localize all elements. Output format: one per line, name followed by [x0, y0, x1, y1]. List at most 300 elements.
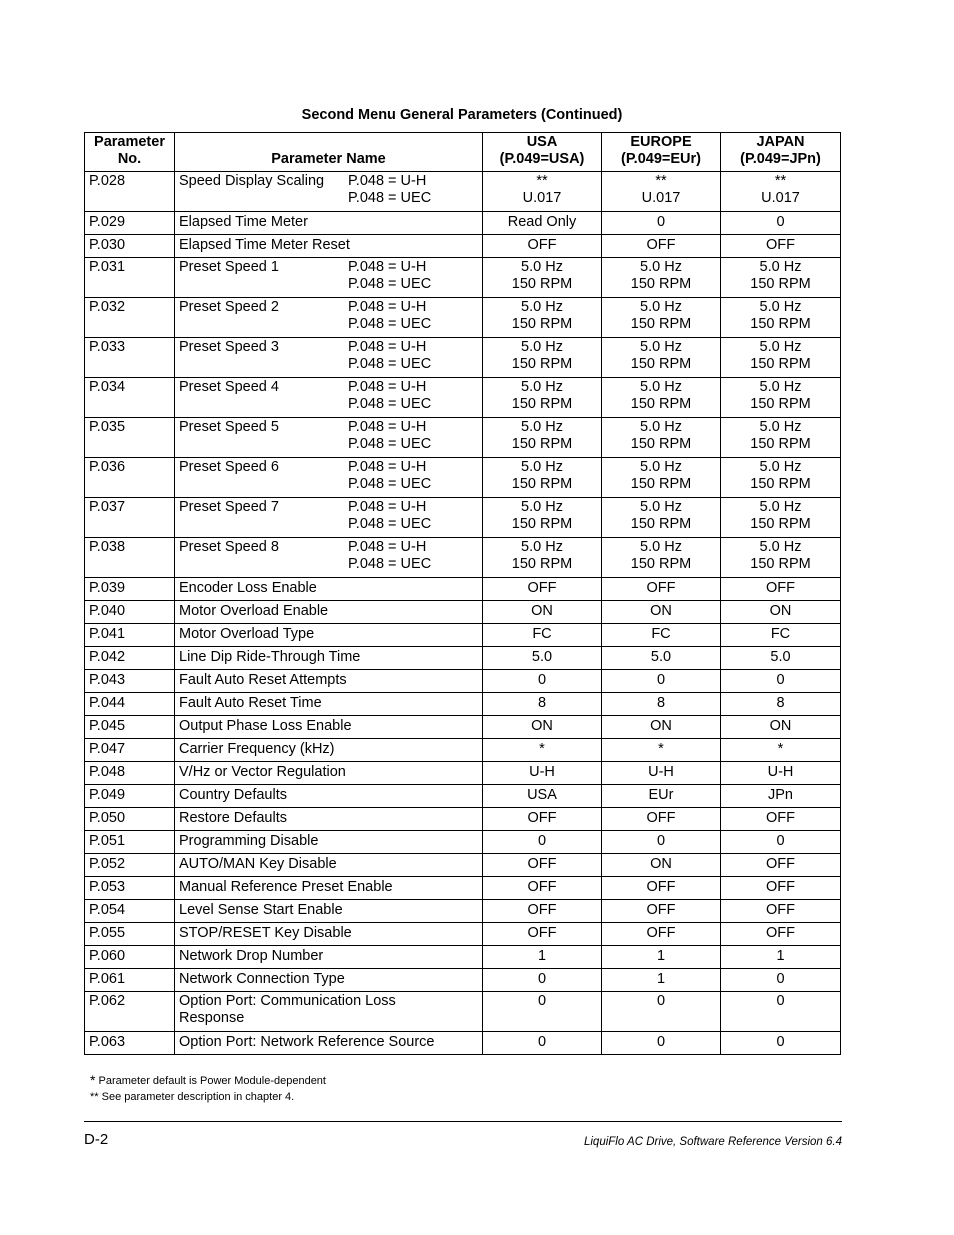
param-number: P.048: [85, 762, 175, 785]
value-japan-line: 0: [776, 214, 785, 230]
value-japan-line: 1: [776, 948, 785, 964]
value-usa: [483, 670, 602, 693]
table-row: [85, 923, 841, 946]
value-usa-line: Read Only: [507, 214, 577, 230]
value-europe: [602, 578, 721, 601]
value-japan: [721, 808, 841, 831]
value-usa-line: 5.0 Hz: [521, 459, 563, 475]
footnote-star-text: Parameter default is Power Module-dependent: [98, 1075, 326, 1087]
value-japan-line: 0: [776, 993, 785, 1009]
page-number: D-2: [84, 1131, 109, 1148]
table-row: [85, 900, 841, 923]
value-usa: [483, 877, 602, 900]
param-name: Country Defaults: [175, 785, 483, 808]
value-japan-line: 5.0 Hz: [759, 419, 802, 435]
table-row: [85, 172, 841, 212]
value-japan: [721, 235, 841, 258]
value-japan-line: U-H: [767, 764, 794, 780]
header-japan-line2: (P.049=JPn): [740, 151, 821, 167]
table-row: [85, 258, 841, 298]
value-europe: [602, 739, 721, 762]
value-europe-line: OFF: [646, 925, 676, 941]
value-usa-line: ON: [531, 718, 553, 734]
table-row: [85, 212, 841, 235]
param-name: Preset Speed 4: [179, 379, 279, 395]
param-number: P.041: [85, 624, 175, 647]
value-japan-line: 5.0 Hz: [759, 299, 802, 315]
value-japan: [721, 670, 841, 693]
param-name-cell: [175, 338, 483, 378]
value-usa-line: 150 RPM: [511, 396, 573, 412]
value-europe-line: 5.0 Hz: [640, 259, 682, 275]
header-usa-line1: USA: [526, 134, 558, 150]
value-japan: [721, 900, 841, 923]
value-usa-line: USA: [527, 787, 557, 803]
header-europe: [602, 133, 721, 172]
value-europe: [602, 212, 721, 235]
value-europe: [602, 716, 721, 739]
value-japan-line: 5.0: [770, 649, 791, 665]
value-europe-line: **: [655, 173, 667, 189]
value-usa-line: 8: [537, 695, 547, 711]
param-name: Elapsed Time Meter: [175, 212, 483, 235]
param-name: Level Sense Start Enable: [175, 900, 483, 923]
param-number: P.047: [85, 739, 175, 762]
value-japan-line: 8: [776, 695, 785, 711]
value-usa-line: 0: [537, 993, 547, 1009]
value-usa-line: OFF: [527, 237, 557, 253]
param-name: Line Dip Ride-Through Time: [175, 647, 483, 670]
value-europe-line: OFF: [646, 237, 676, 253]
value-japan: [721, 762, 841, 785]
value-europe-line: 150 RPM: [630, 276, 692, 292]
value-usa-line: 5.0 Hz: [521, 339, 563, 355]
value-europe-line: 5.0 Hz: [640, 499, 682, 515]
value-europe-line: 150 RPM: [630, 516, 692, 532]
param-number: P.029: [85, 212, 175, 235]
table-row: [85, 624, 841, 647]
value-usa: [483, 624, 602, 647]
header-europe-line1: EUROPE: [630, 134, 692, 150]
value-usa-line: FC: [532, 626, 552, 642]
param-name: Option Port: Network Reference Source: [175, 1032, 483, 1055]
table-row: [85, 693, 841, 716]
value-usa: [483, 298, 602, 338]
value-usa: [483, 762, 602, 785]
param-condition-line: P.048 = U-H: [348, 339, 427, 355]
value-japan-line: 0: [776, 1034, 785, 1050]
value-europe: [602, 378, 721, 418]
value-japan: [721, 969, 841, 992]
param-number: P.053: [85, 877, 175, 900]
value-europe: [602, 900, 721, 923]
value-europe: [602, 458, 721, 498]
value-usa: [483, 900, 602, 923]
header-usa-line2: (P.049=USA): [499, 151, 585, 167]
value-usa: [483, 693, 602, 716]
value-usa-line: **: [536, 173, 548, 189]
param-name-line: Option Port: Communication Loss: [179, 993, 396, 1009]
value-europe-line: U-H: [648, 764, 674, 780]
table-row: [85, 877, 841, 900]
value-usa: [483, 235, 602, 258]
param-number: P.043: [85, 670, 175, 693]
table-row: [85, 785, 841, 808]
value-europe-line: EUr: [648, 787, 674, 803]
param-condition: [348, 339, 478, 373]
value-japan-line: 0: [776, 672, 785, 688]
param-number: P.031: [85, 258, 175, 298]
value-japan-line: OFF: [766, 879, 795, 895]
value-japan-line: 5.0 Hz: [759, 539, 802, 555]
value-usa-line: 0: [537, 971, 547, 987]
value-usa: [483, 739, 602, 762]
param-number: P.062: [85, 992, 175, 1032]
value-usa: [483, 854, 602, 877]
param-name: Elapsed Time Meter Reset: [175, 235, 483, 258]
value-europe: [602, 785, 721, 808]
param-condition: [348, 459, 478, 493]
value-japan-line: 150 RPM: [750, 396, 811, 412]
param-condition-line: P.048 = UEC: [348, 316, 432, 332]
param-name: Preset Speed 8: [179, 539, 279, 555]
value-japan: [721, 578, 841, 601]
value-europe: [602, 808, 721, 831]
value-japan: [721, 172, 841, 212]
value-japan-line: OFF: [766, 580, 795, 596]
value-japan-line: 0: [776, 971, 785, 987]
value-usa-line: 0: [537, 672, 547, 688]
param-number: P.052: [85, 854, 175, 877]
value-japan: [721, 716, 841, 739]
param-condition-line: P.048 = U-H: [348, 539, 427, 555]
value-europe-line: 0: [656, 993, 666, 1009]
param-number: P.051: [85, 831, 175, 854]
value-usa-line: 150 RPM: [511, 476, 573, 492]
value-europe: [602, 854, 721, 877]
value-japan-line: OFF: [766, 902, 795, 918]
value-europe: [602, 670, 721, 693]
param-name-cell: [175, 418, 483, 458]
value-europe-line: U.017: [641, 190, 681, 206]
param-name: Preset Speed 7: [179, 499, 279, 515]
value-usa: [483, 946, 602, 969]
value-usa: [483, 992, 602, 1032]
param-name: Output Phase Loss Enable: [175, 716, 483, 739]
param-name: Carrier Frequency (kHz): [175, 739, 483, 762]
value-usa-line: OFF: [527, 879, 557, 895]
value-usa-line: 5.0 Hz: [521, 259, 563, 275]
value-europe-line: *: [658, 741, 664, 757]
value-europe-line: OFF: [646, 902, 676, 918]
value-usa-line: 0: [537, 833, 547, 849]
value-japan: [721, 647, 841, 670]
param-number: P.049: [85, 785, 175, 808]
value-europe-line: OFF: [646, 879, 676, 895]
value-europe-line: 5.0 Hz: [640, 379, 682, 395]
value-europe: [602, 693, 721, 716]
param-name: Fault Auto Reset Attempts: [175, 670, 483, 693]
param-number: P.061: [85, 969, 175, 992]
value-japan: [721, 739, 841, 762]
value-usa-line: ON: [531, 603, 553, 619]
value-usa: [483, 647, 602, 670]
param-condition-line: P.048 = UEC: [348, 556, 432, 572]
value-usa: [483, 378, 602, 418]
param-name-cell: [175, 538, 483, 578]
value-japan-line: 150 RPM: [750, 556, 811, 572]
param-name: Fault Auto Reset Time: [175, 693, 483, 716]
param-number: P.034: [85, 378, 175, 418]
value-europe-line: 1: [656, 971, 666, 987]
value-europe: [602, 601, 721, 624]
param-condition-line: P.048 = U-H: [348, 419, 427, 435]
param-condition-line: P.048 = U-H: [348, 499, 427, 515]
value-europe-line: 1: [656, 948, 666, 964]
param-name: Preset Speed 6: [179, 459, 279, 475]
param-number: P.042: [85, 647, 175, 670]
param-number: P.032: [85, 298, 175, 338]
value-japan: [721, 1032, 841, 1055]
param-condition-line: P.048 = UEC: [348, 190, 432, 206]
value-europe: [602, 831, 721, 854]
value-usa: [483, 1032, 602, 1055]
table-row: [85, 338, 841, 378]
param-condition-line: P.048 = UEC: [348, 516, 432, 532]
value-europe: [602, 946, 721, 969]
value-europe-line: 150 RPM: [630, 436, 692, 452]
value-japan-line: 0: [776, 833, 785, 849]
value-europe-line: 5.0 Hz: [640, 539, 682, 555]
param-name: STOP/RESET Key Disable: [175, 923, 483, 946]
value-usa-line: 150 RPM: [511, 556, 573, 572]
value-japan-line: 150 RPM: [750, 436, 811, 452]
param-number: P.036: [85, 458, 175, 498]
value-europe: [602, 418, 721, 458]
header-japan-line1: JAPAN: [756, 134, 805, 150]
value-europe-line: 8: [656, 695, 666, 711]
param-number: P.050: [85, 808, 175, 831]
value-usa: [483, 578, 602, 601]
value-europe-line: 150 RPM: [630, 316, 692, 332]
value-europe: [602, 338, 721, 378]
value-europe: [602, 624, 721, 647]
value-usa: [483, 418, 602, 458]
value-japan-line: 5.0 Hz: [759, 339, 802, 355]
param-number: P.035: [85, 418, 175, 458]
param-number: P.055: [85, 923, 175, 946]
document-title: LiquiFlo AC Drive, Software Reference Version 6.4: [583, 1136, 842, 1148]
param-condition: [348, 173, 478, 207]
param-number: P.030: [85, 235, 175, 258]
value-japan: [721, 538, 841, 578]
value-europe: [602, 298, 721, 338]
table-row: [85, 716, 841, 739]
value-japan: [721, 693, 841, 716]
value-japan: [721, 298, 841, 338]
value-usa: [483, 969, 602, 992]
param-number: P.060: [85, 946, 175, 969]
param-name-cell: [175, 378, 483, 418]
param-number: P.063: [85, 1032, 175, 1055]
table-row: [85, 578, 841, 601]
value-japan: [721, 624, 841, 647]
value-europe-line: 150 RPM: [630, 476, 692, 492]
param-condition: [348, 379, 478, 413]
value-japan-line: 5.0 Hz: [759, 379, 802, 395]
value-usa-line: OFF: [527, 856, 557, 872]
param-name: Preset Speed 1: [179, 259, 279, 275]
value-europe-line: 5.0 Hz: [640, 459, 682, 475]
value-usa-line: 150 RPM: [511, 356, 573, 372]
param-name-cell: [175, 298, 483, 338]
value-japan-line: JPn: [768, 787, 793, 803]
value-europe: [602, 923, 721, 946]
param-condition-line: P.048 = UEC: [348, 276, 432, 292]
table-row: [85, 831, 841, 854]
value-usa: [483, 498, 602, 538]
header-param-no-line2: No.: [117, 151, 142, 167]
param-name: AUTO/MAN Key Disable: [175, 854, 483, 877]
value-usa-line: U.017: [522, 190, 562, 206]
value-europe-line: ON: [650, 603, 672, 619]
param-name: Speed Display Scaling: [179, 173, 325, 189]
value-usa: [483, 923, 602, 946]
value-usa-line: U-H: [529, 764, 555, 780]
table-row: [85, 378, 841, 418]
value-usa-line: OFF: [527, 580, 557, 596]
param-condition-line: P.048 = UEC: [348, 436, 432, 452]
value-europe-line: FC: [651, 626, 671, 642]
param-name-cell: [175, 172, 483, 212]
header-europe-line2: (P.049=EUr): [621, 151, 701, 167]
value-usa: [483, 716, 602, 739]
table-row: [85, 498, 841, 538]
param-name: Manual Reference Preset Enable: [175, 877, 483, 900]
value-europe: [602, 1032, 721, 1055]
param-condition-line: P.048 = U-H: [348, 459, 427, 475]
value-japan: [721, 212, 841, 235]
value-usa-line: 150 RPM: [511, 276, 573, 292]
table-row: [85, 992, 841, 1032]
value-japan-line: ON: [769, 718, 792, 734]
value-europe-line: 0: [656, 833, 666, 849]
value-europe-line: 150 RPM: [630, 396, 692, 412]
value-europe-line: 5.0: [650, 649, 672, 665]
value-europe-line: 5.0 Hz: [640, 339, 682, 355]
value-europe: [602, 172, 721, 212]
param-number: P.040: [85, 601, 175, 624]
param-name: Encoder Loss Enable: [175, 578, 483, 601]
param-condition: [348, 539, 478, 573]
param-number: P.054: [85, 900, 175, 923]
table-row: [85, 670, 841, 693]
value-japan-line: U.017: [761, 190, 800, 206]
param-condition: [348, 259, 478, 293]
value-usa-line: OFF: [527, 902, 557, 918]
value-usa: [483, 601, 602, 624]
table-row: [85, 762, 841, 785]
value-usa: [483, 458, 602, 498]
value-japan-line: 150 RPM: [750, 276, 811, 292]
value-europe: [602, 762, 721, 785]
table-row: [85, 854, 841, 877]
param-name: Network Drop Number: [175, 946, 483, 969]
param-condition: [348, 299, 478, 333]
value-europe-line: 0: [656, 672, 666, 688]
param-name-line: Response: [179, 1010, 245, 1026]
value-usa: [483, 538, 602, 578]
table-row: [85, 647, 841, 670]
value-japan-line: **: [774, 173, 787, 189]
value-usa-line: 150 RPM: [511, 316, 573, 332]
footnote-star-symbol: *: [90, 1072, 96, 1088]
value-japan-line: OFF: [766, 810, 795, 826]
table-row: [85, 418, 841, 458]
table-row: [85, 458, 841, 498]
value-usa-line: 5.0: [531, 649, 553, 665]
value-japan: [721, 498, 841, 538]
table-title: Second Menu General Parameters (Continued): [301, 107, 623, 123]
header-param-no: [85, 133, 175, 172]
table-row: [85, 808, 841, 831]
value-usa-line: 5.0 Hz: [521, 539, 563, 555]
param-name: Preset Speed 3: [179, 339, 279, 355]
value-europe: [602, 235, 721, 258]
value-japan: [721, 923, 841, 946]
value-europe: [602, 877, 721, 900]
value-europe: [602, 498, 721, 538]
footnote-single-star: [90, 1072, 326, 1088]
param-name: Preset Speed 2: [179, 299, 279, 315]
value-japan: [721, 946, 841, 969]
value-europe: [602, 647, 721, 670]
value-usa: [483, 338, 602, 378]
table-row: [85, 298, 841, 338]
param-number: P.037: [85, 498, 175, 538]
table-row: [85, 538, 841, 578]
param-condition-line: P.048 = U-H: [348, 299, 427, 315]
value-japan-line: 150 RPM: [750, 476, 811, 492]
value-usa-line: OFF: [527, 810, 557, 826]
value-japan: [721, 418, 841, 458]
value-japan-line: 150 RPM: [750, 356, 811, 372]
param-number: P.039: [85, 578, 175, 601]
value-usa: [483, 212, 602, 235]
table-row: [85, 739, 841, 762]
value-japan-line: OFF: [766, 925, 795, 941]
value-europe-line: ON: [650, 856, 672, 872]
param-name: Programming Disable: [175, 831, 483, 854]
footnote-double-star: ** See parameter description in chapter 4.: [90, 1091, 295, 1103]
value-japan: [721, 601, 841, 624]
param-number: P.028: [85, 172, 175, 212]
table-row: [85, 235, 841, 258]
value-usa-line: 0: [537, 1034, 547, 1050]
param-condition: [348, 419, 478, 453]
value-europe-line: OFF: [646, 810, 676, 826]
value-usa: [483, 831, 602, 854]
table-row: [85, 1032, 841, 1055]
value-japan: [721, 258, 841, 298]
value-usa-line: 5.0 Hz: [521, 419, 563, 435]
value-japan-line: 5.0 Hz: [759, 499, 802, 515]
param-name-cell: [175, 992, 483, 1032]
param-number: P.045: [85, 716, 175, 739]
value-usa-line: 150 RPM: [511, 436, 573, 452]
param-name: Network Connection Type: [175, 969, 483, 992]
param-condition-line: P.048 = UEC: [348, 396, 432, 412]
